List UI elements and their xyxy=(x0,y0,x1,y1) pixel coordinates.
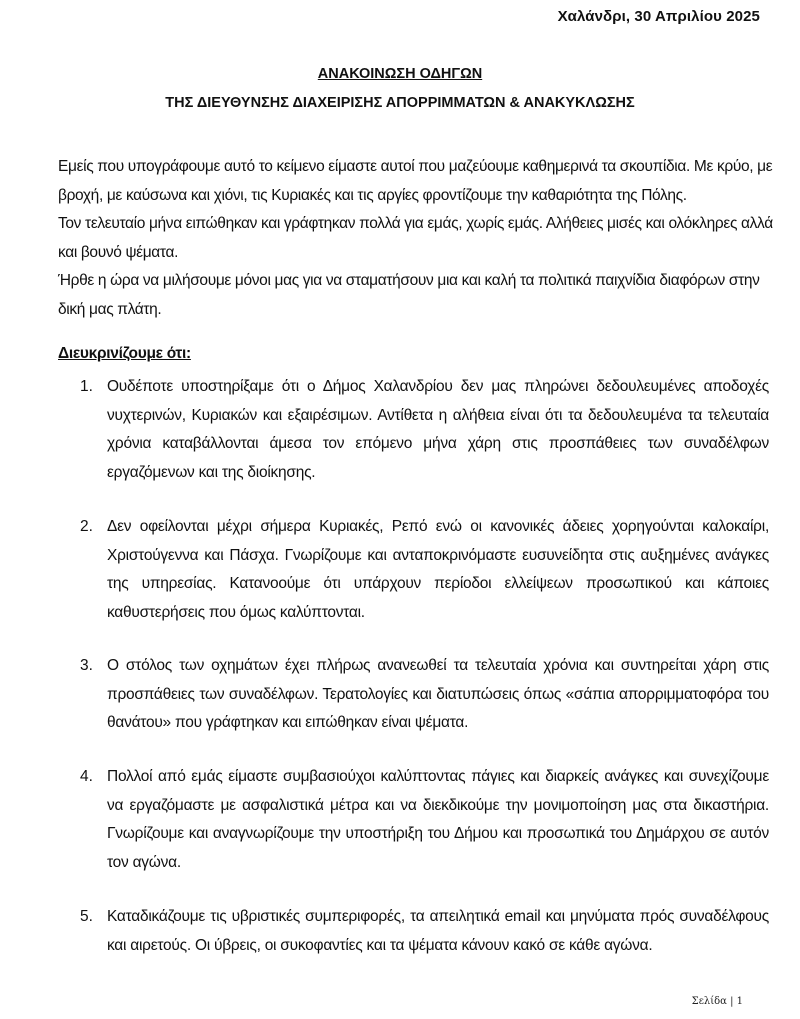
list-item-text: Ο στόλος των οχημάτων έχει πλήρως ανανεωθεί τα τελευταία χρόνια και συντηρείται χάρη στις προσπάθειες των συναδέλφων. Τερατολογίες και διατυπώσεις όπως «σάπια απορριμματοφόρα του θανάτου» που γράφτηκαν και ειπώθηκαν είναι ψέματα. xyxy=(107,657,769,732)
list-item-text: Καταδικάζουμε τις υβριστικές συμπεριφορές, τα απειλητικά email και μηνύματα πρός συναδέλφους και αιρετούς. Οι ύβρεις, οι συκοφαντίες και τα ψέματα κάνουν κακό σε κάθε αγώνα. xyxy=(107,908,769,954)
clarify-heading: Διευκρινίζουμε ότι: xyxy=(58,345,191,362)
list-item xyxy=(80,903,769,960)
list-item-text: Ουδέποτε υποστηρίξαμε ότι ο Δήμος Χαλανδρίου δεν μας πληρώνει δεδουλευμένες αποδοχές νυχτερινών, Κυριακών και εξαιρέσιμων. Αντίθετα η αλήθεια είναι ότι τα δεδουλευμένα τα τελευταία χρόνια καταβάλλονται άμεσα τον επόμενο μήνα χάρη στις προσπάθειες των συναδέλφων εργαζόμενων και της διοίκησης. xyxy=(107,378,769,481)
list-item-number: 1. xyxy=(80,378,93,395)
list-item xyxy=(80,373,769,487)
date-line: Χαλάνδρι, 30 Απριλίου 2025 xyxy=(557,8,760,25)
list-item xyxy=(80,763,769,877)
list-item-text: Δεν οφείλονται μέχρι σήμερα Κυριακές, Ρεπό ενώ οι κανονικές άδειες χορηγούνται καλοκαίρι, Χριστούγεννα και Πάσχα. Γνωρίζουμε και ανταποκρινόμαστε ευσυνείδητα στις αυξημένες ανάγκες της υπηρεσίας. Κατανοούμε ότι υπάρχουν περίοδοι ελλείψεων προσωπικού και κάποιες καθυστερήσεις που όμως καλύπτονται. xyxy=(107,518,769,621)
list-item-number: 2. xyxy=(80,518,93,535)
list-item xyxy=(80,513,769,627)
list-item-number: 5. xyxy=(80,908,93,925)
intro-paragraph: Εμείς που υπογράφουμε αυτό το κείμενο είμαστε αυτοί που μαζεύουμε καθημερινά τα σκουπίδια. Με κρύο, με βροχή, με καύσωνα και χιόνι, τις Κυριακές και τις αργίες φροντίζουμε την καθαριότητα της Πόλης. xyxy=(58,158,773,204)
list-item-text: Πολλοί από εμάς είμαστε συμβασιούχοι καλύπτοντας πάγιες και διαρκείς ανάγκες και συνεχίζουμε να εργαζόμαστε με ασφαλιστικά μέτρα και να διεκδικούμε την μονιμοποίηση μας στα δικαστήρια. Γνωρίζουμε και αναγνωρίζουμε την υποστήριξη του Δήμου και προσωπικά του Δημάρχου σε αυτόν τον αγώνα. xyxy=(107,768,769,871)
list-item-number: 3. xyxy=(80,657,93,674)
document-subtitle: ΤΗΣ ΔΙΕΥΘΥΝΣΗΣ ΔΙΑΧΕΙΡΙΣΗΣ ΑΠΟΡΡΙΜΜΑΤΩΝ & ΑΝΑΚΥΚΛΩΣΗΣ xyxy=(165,95,635,111)
list-item xyxy=(80,652,769,738)
page-number: Σελίδα | 1 xyxy=(691,996,743,1007)
intro-paragraph: Τον τελευταίο μήνα ειπώθηκαν και γράφτηκαν πολλά για εμάς, χωρίς εμάς. Αλήθειες μισές και ολόκληρες αλλά και βουνό ψέματα. xyxy=(58,215,773,261)
document-title: ΑΝΑΚΟΙΝΩΣΗ ΟΔΗΓΩΝ xyxy=(317,66,483,82)
intro-section xyxy=(58,153,774,324)
intro-paragraph: Ήρθε η ώρα να μιλήσουμε μόνοι μας για να σταματήσουν μια και καλή τα πολιτικά παιχνίδια διαφόρων στην δική μας πλάτη. xyxy=(58,272,760,318)
list-item-number: 4. xyxy=(80,768,93,785)
